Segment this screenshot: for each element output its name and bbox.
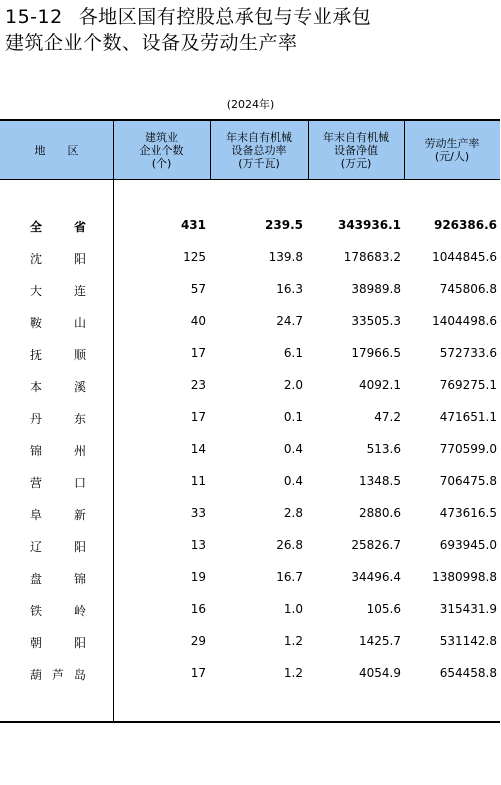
row-region-label: 锦 州 [30, 444, 86, 458]
cell-enterprise-count: 19 [190, 570, 206, 584]
cell-equipment-power: 0.4 [283, 442, 303, 456]
cell-enterprise-count: 16 [190, 602, 206, 616]
cell-enterprise-count: 431 [180, 218, 206, 232]
row-region-label: 全 省 [30, 220, 86, 234]
row-region-label: 本 溪 [30, 380, 86, 394]
cell-labor-productivity: 473616.5 [439, 506, 497, 520]
cell-equipment-value: 513.6 [366, 442, 401, 456]
table-header [0, 121, 500, 180]
cell-labor-productivity: 531142.8 [439, 634, 497, 648]
cell-labor-productivity: 1404498.6 [432, 314, 497, 328]
cell-labor-productivity: 1380998.8 [432, 570, 497, 584]
column-divider [113, 121, 114, 721]
cell-labor-productivity: 769275.1 [439, 378, 497, 392]
cell-enterprise-count: 17 [190, 410, 206, 424]
cell-labor-productivity: 315431.9 [439, 602, 497, 616]
header-labor-productivity: 劳动生产率 (元/人) [424, 137, 480, 163]
cell-equipment-power: 1.2 [283, 634, 303, 648]
cell-enterprise-count: 11 [190, 474, 206, 488]
cell-enterprise-count: 23 [190, 378, 206, 392]
cell-equipment-power: 24.7 [276, 314, 303, 328]
cell-labor-productivity: 745806.8 [439, 282, 497, 296]
cell-labor-productivity: 572733.6 [439, 346, 497, 360]
row-region-label: 沈 阳 [30, 252, 86, 266]
cell-equipment-value: 4092.1 [359, 378, 401, 392]
cell-equipment-value: 47.2 [374, 410, 401, 424]
cell-enterprise-count: 14 [190, 442, 206, 456]
cell-enterprise-count: 29 [190, 634, 206, 648]
header-equipment-power: 年末自有机械 设备总功率 (万千瓦) [226, 130, 292, 170]
title-line-2: 建筑企业个数、设备及劳动生产率 [5, 32, 298, 54]
row-region-label: 朝 阳 [30, 636, 86, 650]
cell-equipment-value: 34496.4 [351, 570, 401, 584]
cell-equipment-value: 4054.9 [359, 666, 401, 680]
cell-labor-productivity: 770599.0 [439, 442, 497, 456]
cell-enterprise-count: 33 [190, 506, 206, 520]
cell-enterprise-count: 17 [190, 666, 206, 680]
cell-equipment-value: 178683.2 [343, 250, 401, 264]
cell-equipment-power: 139.8 [268, 250, 303, 264]
cell-equipment-value: 2880.6 [359, 506, 401, 520]
year-label: (2024年) [226, 98, 275, 111]
column-divider [308, 121, 309, 179]
header-enterprise-count: 建筑业 企业个数 (个) [139, 130, 184, 170]
cell-equipment-value: 1348.5 [359, 474, 401, 488]
row-region-label: 阜 新 [30, 508, 86, 522]
row-region-label: 铁 岭 [30, 604, 86, 618]
title-text-1: 各地区国有控股总承包与专业承包 [78, 6, 372, 28]
cell-equipment-value: 343936.1 [337, 218, 401, 232]
cell-equipment-power: 1.0 [283, 602, 303, 616]
cell-equipment-power: 26.8 [276, 538, 303, 552]
cell-labor-productivity: 654458.8 [439, 666, 497, 680]
cell-equipment-power: 0.1 [283, 410, 303, 424]
cell-labor-productivity: 1044845.6 [432, 250, 497, 264]
cell-equipment-power: 239.5 [265, 218, 303, 232]
row-region-label: 葫 芦 岛 [30, 668, 86, 682]
row-region-label: 鞍 山 [30, 316, 86, 330]
row-region-label: 大 连 [30, 284, 86, 298]
cell-equipment-power: 0.4 [283, 474, 303, 488]
cell-equipment-power: 2.8 [283, 506, 303, 520]
cell-equipment-value: 105.6 [366, 602, 401, 616]
row-region-label: 辽 阳 [30, 540, 86, 554]
cell-equipment-value: 33505.3 [351, 314, 401, 328]
table-title [5, 4, 371, 56]
cell-labor-productivity: 926386.6 [433, 218, 497, 232]
cell-equipment-power: 2.0 [283, 378, 303, 392]
cell-equipment-value: 1425.7 [359, 634, 401, 648]
cell-equipment-power: 16.3 [276, 282, 303, 296]
cell-labor-productivity: 693945.0 [439, 538, 497, 552]
column-divider [404, 121, 405, 179]
title-line-1 [5, 4, 371, 30]
cell-equipment-power: 16.7 [276, 570, 303, 584]
cell-enterprise-count: 13 [190, 538, 206, 552]
cell-equipment-value: 25826.7 [351, 538, 401, 552]
cell-enterprise-count: 125 [183, 250, 206, 264]
row-region-label: 丹 东 [30, 412, 86, 426]
row-region-label: 抚 顺 [30, 348, 86, 362]
cell-labor-productivity: 471651.1 [439, 410, 497, 424]
cell-labor-productivity: 706475.8 [439, 474, 497, 488]
cell-equipment-power: 1.2 [283, 666, 303, 680]
cell-equipment-power: 6.1 [283, 346, 303, 360]
cell-enterprise-count: 40 [190, 314, 206, 328]
row-region-label: 盘 锦 [30, 572, 86, 586]
cell-enterprise-count: 57 [190, 282, 206, 296]
cell-equipment-value: 38989.8 [351, 282, 401, 296]
column-divider [210, 121, 211, 179]
table-number: 15-12 [5, 6, 63, 28]
row-region-label: 营 口 [30, 476, 86, 490]
header-region: 地 区 [34, 143, 79, 157]
cell-equipment-value: 17966.5 [351, 346, 401, 360]
cell-enterprise-count: 17 [190, 346, 206, 360]
data-table [0, 119, 500, 723]
header-equipment-value: 年末自有机械 设备净值 (万元) [323, 130, 389, 170]
